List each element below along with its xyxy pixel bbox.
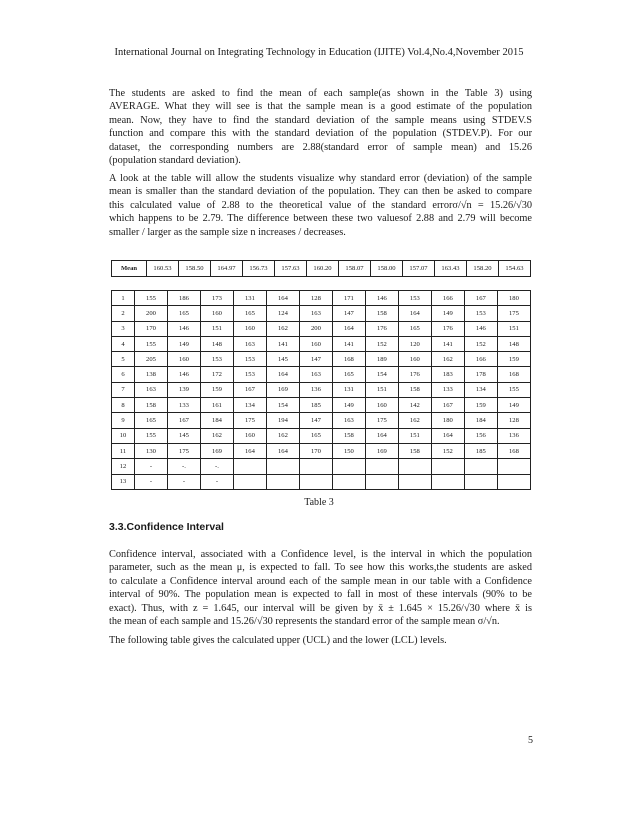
table-cell: 164 xyxy=(266,367,299,382)
mean-cell: 160.20 xyxy=(307,261,339,277)
mean-cell: 158.00 xyxy=(371,261,403,277)
table-cell: 205 xyxy=(135,352,168,367)
table-cell: 162 xyxy=(398,413,431,428)
paragraph-sample-means xyxy=(109,87,532,167)
table-cell: 145 xyxy=(266,352,299,367)
table-cell: 134 xyxy=(233,398,266,413)
mean-cell: 158.07 xyxy=(339,261,371,277)
table-cell: 155 xyxy=(135,428,168,443)
table-cell: 131 xyxy=(332,382,365,397)
table-cell: 153 xyxy=(233,367,266,382)
table-cell: 160 xyxy=(167,352,200,367)
table-cell: 167 xyxy=(464,291,497,306)
row-index-cell: 13 xyxy=(112,474,135,489)
mean-cell: 157.07 xyxy=(403,261,435,277)
table-cell: 168 xyxy=(497,443,530,458)
table-cell: 141 xyxy=(431,336,464,351)
table-cell: 165 xyxy=(398,321,431,336)
table-cell: 131 xyxy=(233,291,266,306)
table-cell: 150 xyxy=(332,443,365,458)
table-cell: 124 xyxy=(266,306,299,321)
table-cell: 168 xyxy=(497,367,530,382)
table-cell: 180 xyxy=(431,413,464,428)
table-cell: - xyxy=(200,474,233,489)
table-cell: 164 xyxy=(398,306,431,321)
table-cell: 162 xyxy=(266,428,299,443)
table-cell: 168 xyxy=(332,352,365,367)
table-cell: 152 xyxy=(365,336,398,351)
table-cell: 160 xyxy=(233,428,266,443)
text-line: AVERAGE. What they will see is that the sample mean is a good estimate of the population xyxy=(109,101,532,113)
table-cell xyxy=(266,474,299,489)
table-row xyxy=(112,443,531,458)
table-cell: - xyxy=(135,459,168,474)
table-cell: 169 xyxy=(200,443,233,458)
row-index-cell: 7 xyxy=(112,382,135,397)
row-index-cell: 1 xyxy=(112,291,135,306)
text-line: A look at the table will allow the students visualize why standard error (deviation) of the sample xyxy=(109,173,532,184)
table-cell: 160 xyxy=(365,398,398,413)
table-cell: 120 xyxy=(398,336,431,351)
table-cell xyxy=(464,474,497,489)
table-cell: 164 xyxy=(266,443,299,458)
mean-cell: 163.43 xyxy=(435,261,467,277)
paragraph-confidence-interval xyxy=(109,548,532,628)
text-line: The students are asked to find the mean of each sample(as shown in the Table 3) using xyxy=(109,88,532,99)
table-cell: 161 xyxy=(200,398,233,413)
table-cell: 146 xyxy=(464,321,497,336)
text-line: the mean of each sample and 15.26/√30 represents the standard error of the sample mean σ/√n. xyxy=(109,616,500,628)
table-cell: 162 xyxy=(200,428,233,443)
table-cell: 175 xyxy=(167,443,200,458)
table-cell: -. xyxy=(167,459,200,474)
table-cell: 133 xyxy=(167,398,200,413)
table-cell: 160 xyxy=(200,306,233,321)
table-cell: 153 xyxy=(233,352,266,367)
table-cell: 160 xyxy=(233,321,266,336)
table-cell xyxy=(299,474,332,489)
table-cell xyxy=(233,474,266,489)
table-cell: 164 xyxy=(233,443,266,458)
table-cell: 148 xyxy=(200,336,233,351)
text-line: smaller / larger as the sample size n increases / decreases. xyxy=(109,226,346,238)
table-cell: 169 xyxy=(365,443,398,458)
table-row xyxy=(112,306,531,321)
table-cell: 147 xyxy=(299,413,332,428)
mean-table xyxy=(111,260,531,277)
table-cell: 166 xyxy=(464,352,497,367)
sample-data-table xyxy=(111,290,531,490)
table-caption: Table 3 xyxy=(304,497,334,508)
journal-header: International Journal on Integrating Technology in Education (IJITE) Vol.4,No.4,November 2015 xyxy=(114,47,524,58)
text-line: interval of 90%. The population mean is expected to fall in most of these intervals (90% to be xyxy=(109,589,532,601)
table-row xyxy=(112,321,531,336)
table-cell: 147 xyxy=(299,352,332,367)
table-cell: 163 xyxy=(233,336,266,351)
table-cell: 160 xyxy=(398,352,431,367)
table-cell: 163 xyxy=(135,382,168,397)
table-cell: 165 xyxy=(299,428,332,443)
row-index-cell: 9 xyxy=(112,413,135,428)
table-cell: 194 xyxy=(266,413,299,428)
table-cell: 158 xyxy=(332,428,365,443)
table-cell: 152 xyxy=(431,443,464,458)
page-number: 5 xyxy=(528,735,533,746)
mean-row xyxy=(112,261,531,277)
table-cell: 136 xyxy=(497,428,530,443)
table-cell: 139 xyxy=(167,382,200,397)
row-index-cell: 10 xyxy=(112,428,135,443)
table-row xyxy=(112,336,531,351)
mean-cell: 154.63 xyxy=(499,261,531,277)
table-cell: 151 xyxy=(398,428,431,443)
table-cell: 184 xyxy=(200,413,233,428)
table-cell: 176 xyxy=(365,321,398,336)
table-cell: 151 xyxy=(497,321,530,336)
text-line: exact). Thus, with z = 1.645, our interval will be given by x̄ ± 1.645 × 15.26/√30 where x̄ is xyxy=(109,602,532,614)
table-cell: 175 xyxy=(497,306,530,321)
table-cell: 165 xyxy=(332,367,365,382)
text-line: mean. Now, they have to find the standard deviation of the sample means using STDEV.S xyxy=(109,114,532,126)
table-cell xyxy=(497,474,530,489)
table-cell xyxy=(299,459,332,474)
table-cell xyxy=(332,459,365,474)
table-cell: 162 xyxy=(431,352,464,367)
paragraph-following-table: The following table gives the calculated upper (UCL) and the lower (LCL) levels. xyxy=(109,635,447,646)
table-cell xyxy=(365,474,398,489)
table-cell: 146 xyxy=(167,321,200,336)
table-cell: 175 xyxy=(233,413,266,428)
text-line: which happens to be 2.79. The difference between these two valuesof 2.88 and 2.79 will become xyxy=(109,213,532,225)
table-cell: 142 xyxy=(398,398,431,413)
table-cell: 185 xyxy=(464,443,497,458)
table-cell: 167 xyxy=(431,398,464,413)
table-cell: 169 xyxy=(266,382,299,397)
table-cell: 146 xyxy=(167,367,200,382)
table-cell: 153 xyxy=(200,352,233,367)
table-cell: 155 xyxy=(135,291,168,306)
table-cell: 176 xyxy=(398,367,431,382)
table-cell: 128 xyxy=(497,413,530,428)
text-line: dataset, the corresponding numbers are 2.88(standard error of sample mean) and 15.26 xyxy=(109,141,532,153)
row-index-cell: 12 xyxy=(112,459,135,474)
table-cell: 151 xyxy=(365,382,398,397)
table-cell xyxy=(398,474,431,489)
table-cell: 186 xyxy=(167,291,200,306)
table-cell: 154 xyxy=(365,367,398,382)
table-row xyxy=(112,291,531,306)
table-cell: 141 xyxy=(332,336,365,351)
text-line: to calculate a Confidence interval around each of the sample mean in our table with a Confidence xyxy=(109,575,532,587)
table-cell: 151 xyxy=(200,321,233,336)
table-cell: 149 xyxy=(167,336,200,351)
mean-cell: 158.20 xyxy=(467,261,499,277)
table-cell: 136 xyxy=(299,382,332,397)
table-cell: 158 xyxy=(398,382,431,397)
table-cell: 159 xyxy=(200,382,233,397)
table-cell: 163 xyxy=(332,413,365,428)
table-cell: 149 xyxy=(332,398,365,413)
table-cell: 164 xyxy=(365,428,398,443)
row-index-cell: 8 xyxy=(112,398,135,413)
mean-label: Mean xyxy=(112,261,147,277)
paragraph-standard-error xyxy=(109,172,532,239)
table-cell: 165 xyxy=(167,306,200,321)
table-row xyxy=(112,367,531,382)
text-line: mean is smaller than the standard deviation of the population. They can then be asked to compare xyxy=(109,186,532,198)
table-cell: 185 xyxy=(299,398,332,413)
table-cell: 152 xyxy=(464,336,497,351)
table-row xyxy=(112,474,531,489)
table-cell: 134 xyxy=(464,382,497,397)
table-cell xyxy=(431,474,464,489)
table-cell xyxy=(464,459,497,474)
table-cell: 146 xyxy=(365,291,398,306)
table-cell: 167 xyxy=(233,382,266,397)
table-cell: 128 xyxy=(299,291,332,306)
row-index-cell: 5 xyxy=(112,352,135,367)
table-cell: 147 xyxy=(332,306,365,321)
table-cell: 165 xyxy=(233,306,266,321)
table-cell: 155 xyxy=(135,336,168,351)
table-cell: - xyxy=(135,474,168,489)
table-cell: 160 xyxy=(299,336,332,351)
table-cell: 149 xyxy=(431,306,464,321)
table-cell: 163 xyxy=(299,367,332,382)
mean-cell: 160.53 xyxy=(147,261,179,277)
table-cell: 180 xyxy=(497,291,530,306)
table-cell: -. xyxy=(200,459,233,474)
table-cell: 189 xyxy=(365,352,398,367)
table-cell: 141 xyxy=(266,336,299,351)
text-line: parameter, such as the mean μ, is expected to fall. To see how this works,the students are asked xyxy=(109,562,532,574)
table-row xyxy=(112,398,531,413)
table-cell xyxy=(398,459,431,474)
table-row xyxy=(112,459,531,474)
table-cell: 183 xyxy=(431,367,464,382)
table-cell: 153 xyxy=(464,306,497,321)
table-cell: 200 xyxy=(135,306,168,321)
mean-cell: 158.50 xyxy=(179,261,211,277)
table-cell: 154 xyxy=(266,398,299,413)
table-cell: 158 xyxy=(365,306,398,321)
table-cell xyxy=(233,459,266,474)
table-cell: 158 xyxy=(135,398,168,413)
table-cell: 158 xyxy=(398,443,431,458)
text-line: Confidence interval, associated with a Confidence level, is the interval in which the population xyxy=(109,549,532,560)
table-cell: 200 xyxy=(299,321,332,336)
table-cell: 164 xyxy=(332,321,365,336)
table-cell xyxy=(497,459,530,474)
table-cell: 153 xyxy=(398,291,431,306)
table-cell: 138 xyxy=(135,367,168,382)
table-cell: 164 xyxy=(266,291,299,306)
table-row xyxy=(112,413,531,428)
mean-cell: 164.97 xyxy=(211,261,243,277)
table-cell: 149 xyxy=(497,398,530,413)
mean-cell: 157.63 xyxy=(275,261,307,277)
row-index-cell: 2 xyxy=(112,306,135,321)
text-line: (population standard deviation). xyxy=(109,155,241,167)
table-cell: 130 xyxy=(135,443,168,458)
table-cell xyxy=(332,474,365,489)
table-cell: 166 xyxy=(431,291,464,306)
section-heading: 3.3.Confidence Interval xyxy=(109,521,224,533)
table-cell: - xyxy=(167,474,200,489)
table-cell: 162 xyxy=(266,321,299,336)
table-cell: 133 xyxy=(431,382,464,397)
table-cell: 155 xyxy=(497,382,530,397)
table-cell: 145 xyxy=(167,428,200,443)
table-row xyxy=(112,428,531,443)
table-cell: 170 xyxy=(135,321,168,336)
table-cell: 175 xyxy=(365,413,398,428)
table-cell: 164 xyxy=(431,428,464,443)
table-cell: 148 xyxy=(497,336,530,351)
table-cell: 159 xyxy=(464,398,497,413)
row-index-cell: 3 xyxy=(112,321,135,336)
table-cell: 163 xyxy=(299,306,332,321)
row-index-cell: 4 xyxy=(112,336,135,351)
table-cell: 172 xyxy=(200,367,233,382)
table-cell: 170 xyxy=(299,443,332,458)
mean-cell: 156.73 xyxy=(243,261,275,277)
table-cell: 159 xyxy=(497,352,530,367)
table-cell xyxy=(365,459,398,474)
table-cell: 171 xyxy=(332,291,365,306)
table-row xyxy=(112,352,531,367)
table-cell xyxy=(431,459,464,474)
table-cell: 184 xyxy=(464,413,497,428)
table-cell: 165 xyxy=(135,413,168,428)
row-index-cell: 6 xyxy=(112,367,135,382)
table-cell: 167 xyxy=(167,413,200,428)
table-cell: 176 xyxy=(431,321,464,336)
text-line: this calculated value of 2.88 to the theoretical value of the standard errorσ/√n = 15.26/√30 xyxy=(109,199,532,211)
row-index-cell: 11 xyxy=(112,443,135,458)
table-row xyxy=(112,382,531,397)
table-cell: 178 xyxy=(464,367,497,382)
table-cell: 173 xyxy=(200,291,233,306)
table-cell: 156 xyxy=(464,428,497,443)
table-cell xyxy=(266,459,299,474)
text-line: function and compare this with the standard deviation of the population (STDEV.P). For our xyxy=(109,128,532,140)
